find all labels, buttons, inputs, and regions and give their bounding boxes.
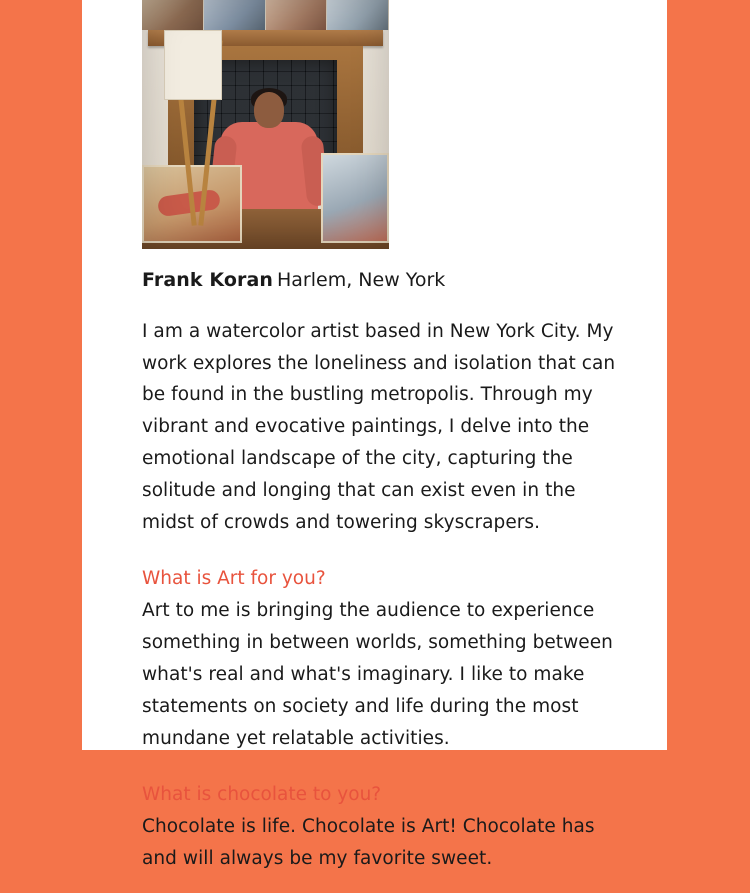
question-art: What is Art for you? (142, 568, 326, 590)
photo-vignette (142, 0, 389, 249)
artist-location: Harlem, New York (277, 269, 446, 291)
article-content (142, 0, 627, 893)
qa-block (142, 782, 627, 874)
qa-block (142, 566, 627, 754)
artist-name: Frank Koran (142, 269, 273, 291)
portrait-photo (142, 0, 389, 249)
answer-art: Art to me is bringing the audience to experience something in between worlds, something between what's real and what's imaginary. I like to make statements on society and life during the most mundane yet relatable activities. (142, 600, 613, 749)
byline (142, 269, 627, 292)
artist-bio: I am a watercolor artist based in New York City. My work explores the loneliness and isolation that can be found in the bustling metropolis. Through my vibrant and evocative paintings, I delve into the emotional landscape of the city, capturing the solitude and longing that can exist even in the midst of crowds and towering skyscrapers. (142, 320, 616, 533)
question-chocolate: What is chocolate to you? (142, 784, 382, 806)
answer-chocolate: Chocolate is life. Chocolate is Art! Chocolate has and will always be my favorite sweet. (142, 816, 595, 869)
document-sheet (82, 0, 667, 869)
